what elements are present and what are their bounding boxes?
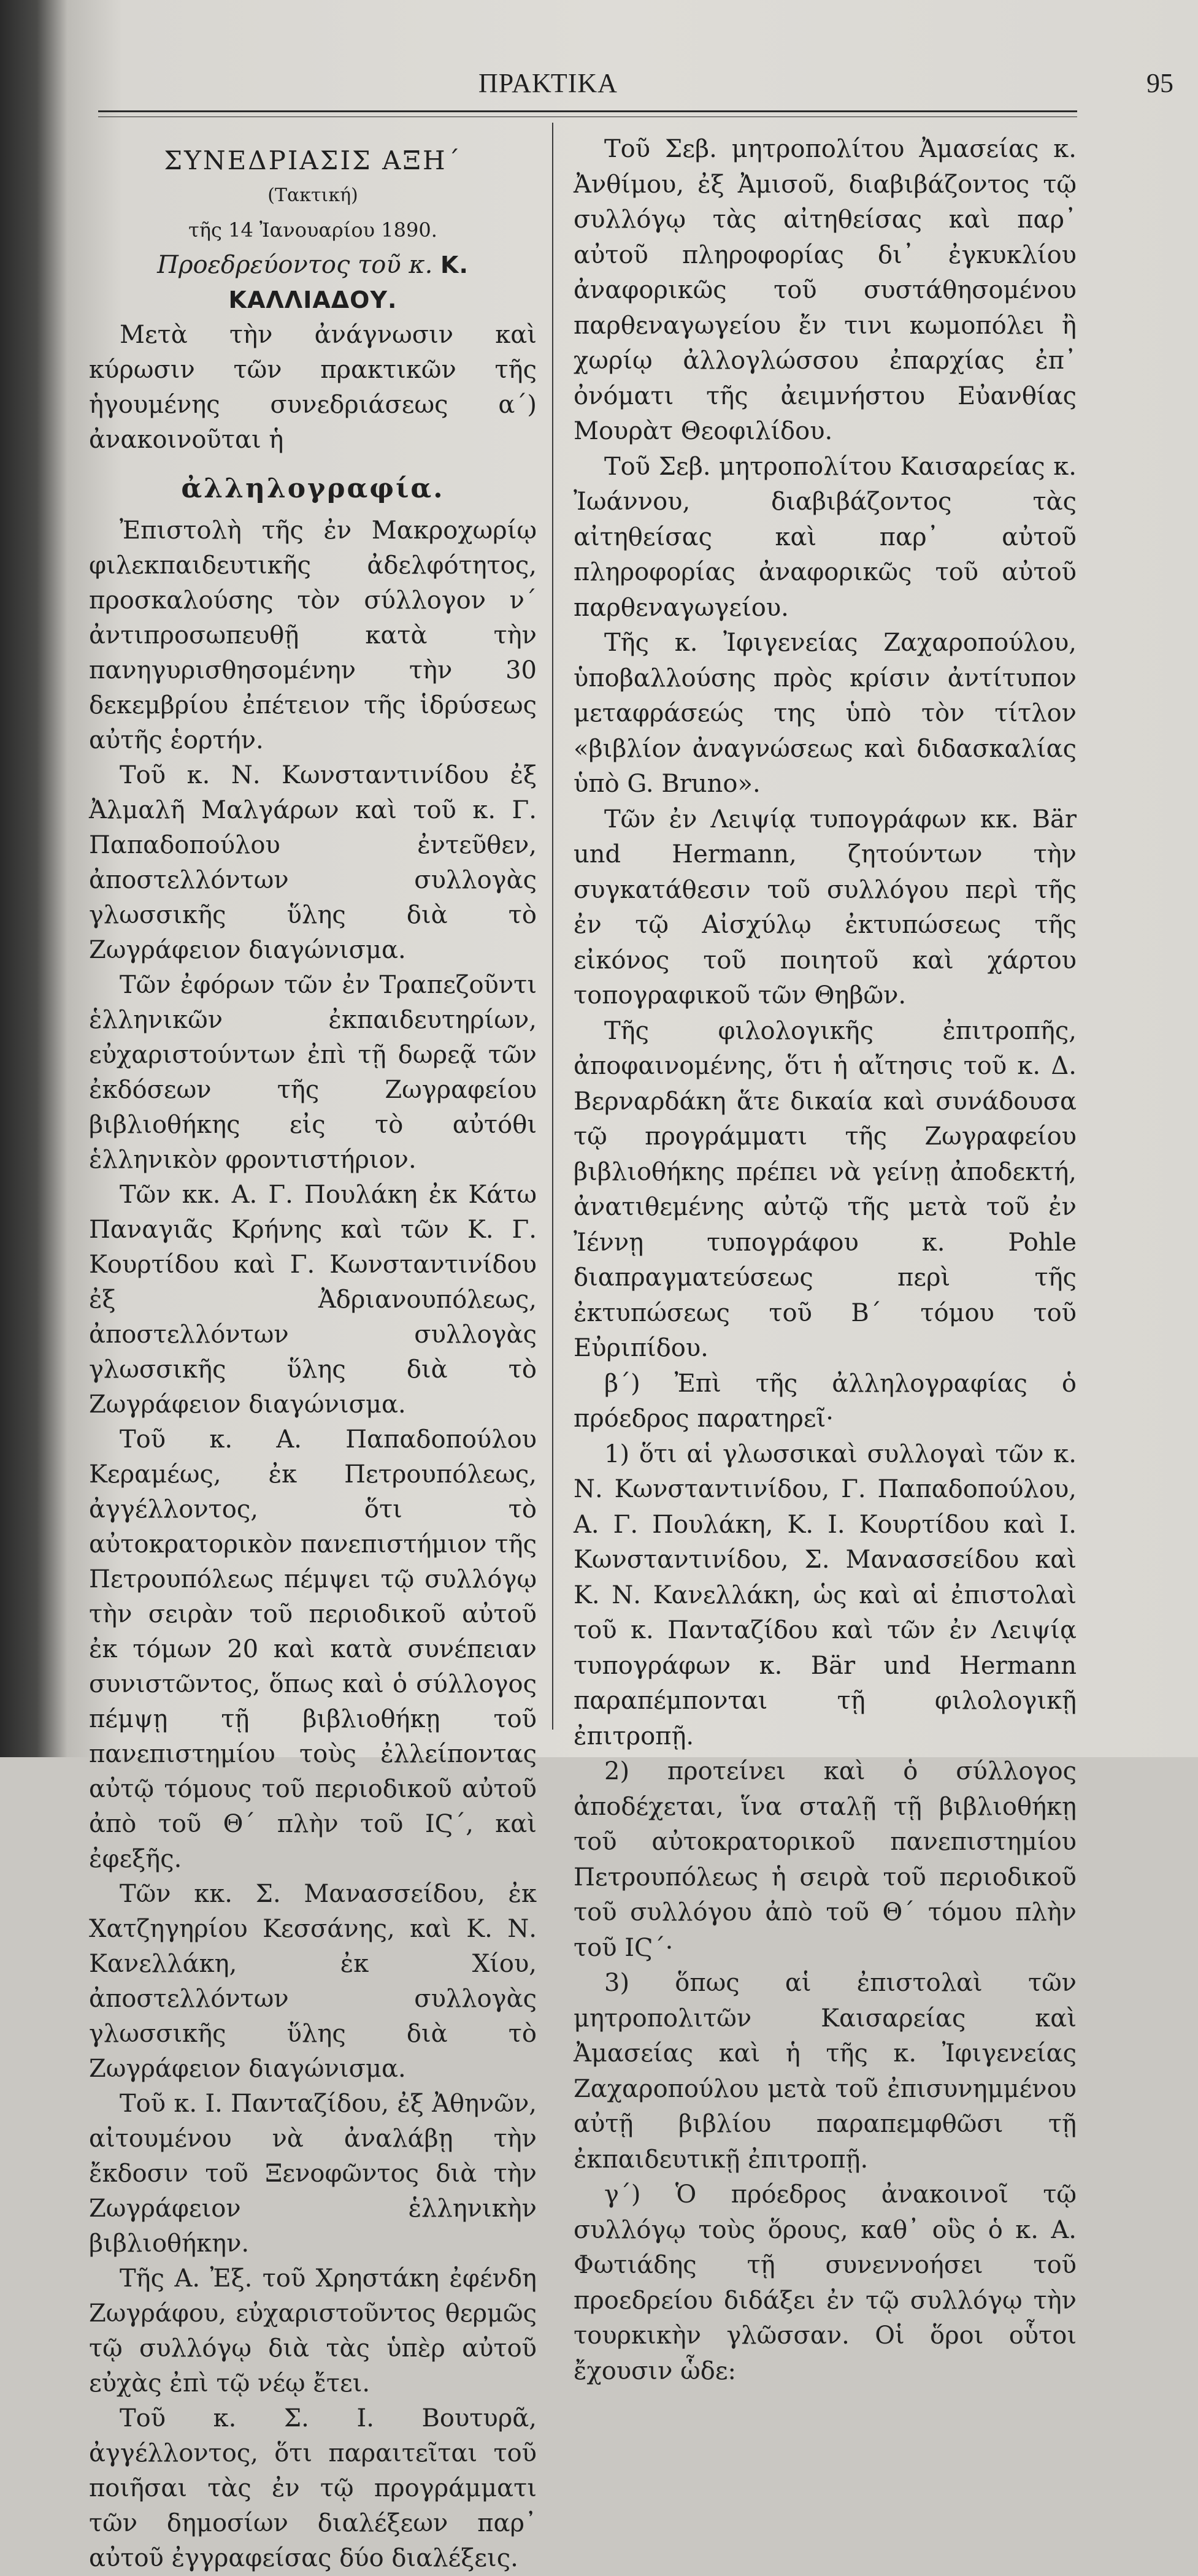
left-paragraph: Τοῦ κ. Α. Παπαδοπούλου Κεραμέως, ἐκ Πετρουπόλεως, ἀγγέλλοντος, ὅτι τὸ αὐτοκρατορικὸν πανεπιστήμιον τῆς Πετρουπόλεως πέμψει τῷ συλλόγῳ τὴν σειρὰν τοῦ περιοδικοῦ αὐτοῦ ἐκ τόμων 20 καὶ κατὰ συνέπειαν συνιστῶντος, ὅπως καὶ ὁ σύλλογος πέμψῃ τῇ βιβλιοθήκῃ τοῦ πανεπιστημίου τοὺς ἐλλείποντας αὐτῷ τόμους τοῦ περιοδικοῦ αὐτοῦ ἀπὸ τοῦ Θ΄ πλὴν τοῦ ΙϚ΄, καὶ ἐφεξῆς. bbox=[89, 1425, 537, 1873]
session-date: τῆς 14 Ἰανουαρίου 1890. bbox=[188, 218, 437, 242]
right-paragraph: Τοῦ Σεβ. μητροπολίτου Ἀμασείας κ. Ἀνθίμου, ἐξ Ἀμισοῦ, διαβιβάζοντος τῷ συλλόγῳ τὰς αἰτηθείσας καὶ παρ᾽ αὐτοῦ πληροφορίας δι᾽ ἐγκυκλίου ἀναφορικῶς τοῦ συστάθησομένου παρθεναγωγείου ἔν τινι κωμοπόλει ἢ χωρίῳ ἀλλογλώσσου ἐπαρχίας ἐπ᾽ ὀνόματι τῆς ἀειμνήστου Εὐανθίας Μουρὰτ Θεοφιλίδου. bbox=[574, 135, 1077, 445]
page-header bbox=[86, 67, 1173, 104]
intro-paragraph: Μετὰ τὴν ἀνάγνωσιν καὶ κύρωσιν τῶν πρακτικῶν τῆς ἡγουμένης συνεδριάσεως α΄) ἀνακοινοῦται ἡ bbox=[89, 321, 537, 454]
right-paragraph: Τῶν ἐν Λειψίᾳ τυπογράφων κκ. Bär und Hermann, ζητούντων τὴν συγκατάθεσιν τοῦ συλλόγου περὶ τῆς ἐν τῷ Αἰσχύλῳ ἐκτυπώσεως τῆς εἰκόνος τοῦ ποιητοῦ καὶ χάρτου τοπογραφικοῦ τῶν Θηβῶν. bbox=[574, 805, 1077, 1010]
left-paragraph: Τῶν ἐφόρων τῶν ἐν Τραπεζοῦντι ἑλληνικῶν ἐκπαιδευτηρίων, εὐχαριστούντων ἐπὶ τῇ δωρεᾷ τῶν ἐκδόσεων τῆς Ζωγραφείου βιβλιοθήκης εἰς τὸ αὐτόθι ἑλληνικὸν φροντιστήριον. bbox=[89, 971, 537, 1174]
right-paragraph: 1) ὅτι αἱ γλωσσικαὶ συλλογαὶ τῶν κ. Ν. Κωνσταντινίδου, Γ. Παπαδοπούλου, Α. Γ. Πουλάκη, Κ. Ι. Κουρτίδου καὶ Ι. Κωνσταντινίδου, Σ. Μανασσείδου καὶ Κ. Ν. Κανελλάκη, ὡς καὶ αἱ ἐπιστολαὶ τοῦ κ. Πανταζίδου καὶ τῶν ἐν Λειψίᾳ τυπογράφων κ. Bär und Hermann παραπέμπονται τῇ φιλολογικῇ ἐπιτροπῇ. bbox=[574, 1439, 1077, 1750]
session-type: (Τακτική) bbox=[267, 185, 358, 206]
left-paragraph: Τοῦ κ. Σ. Ι. Βουτυρᾶ, ἀγγέλλοντος, ὅτι παραιτεῖται τοῦ ποιῆσαι τὰς ἐν τῷ προγράμματι τῶν δημοσίων διαλέξεων παρ᾽ αὐτοῦ ἐγγραφείσας δύο διαλέξεις. bbox=[89, 2404, 537, 2572]
section-heading: ἀλληλογραφία. bbox=[181, 473, 445, 504]
left-paragraph: Τῆς Α. Ἐξ. τοῦ Χρηστάκη ἐφένδη Ζωγράφου, εὐχαριστοῦντος θερμῶς τῷ συλλόγῳ διὰ τὰς ὑπὲρ αὐτοῦ εὐχὰς ἐπὶ τῷ νέῳ ἔτει. bbox=[89, 2264, 537, 2398]
column-divider bbox=[552, 123, 553, 1730]
session-title: ΣΥΝΕΔΡΙΑΣΙΣ ΑΞΗ΄ bbox=[164, 145, 462, 175]
right-paragraph: Τοῦ Σεβ. μητροπολίτου Καισαρείας κ. Ἰωάννου, διαβιβάζοντος τὰς αἰτηθείσας καὶ παρ᾽ αὐτοῦ πληροφορίας ἀναφορικῶς τοῦ αὐτοῦ παρθεναγωγείου. bbox=[574, 452, 1077, 622]
chair-line bbox=[89, 248, 537, 318]
left-paragraph: Ἐπιστολὴ τῆς ἐν Μακροχωρίῳ φιλεκπαιδευτικῆς ἀδελφότητος, προσκαλούσης τὸν σύλλογον ν΄ ἀντιπροσωπευθῇ κατὰ τὴν πανηγυρισθησομένην τὴν 30 δεκεμβρίου ἐπέτειον τῆς ἱδρύσεως αὐτῆς ἑορτήν. bbox=[89, 516, 537, 754]
right-paragraph: Τῆς κ. Ἰφιγενείας Ζαχαροπούλου, ὑποβαλλούσης πρὸς κρίσιν ἀντίτυπον μεταφράσεώς της ὑπὸ τὸν τίτλον «βιβλίον ἀναγνώσεως καὶ διδασκαλίας ὑπὸ G. Bruno». bbox=[574, 629, 1077, 798]
page-number: 95 bbox=[1146, 68, 1173, 98]
left-paragraph: Τοῦ κ. Ν. Κωνσταντινίδου ἐξ Ἀλμαλῆ Μαλγάρων καὶ τοῦ κ. Γ. Παπαδοπούλου ἐντεῦθεν, ἀποστελλόντων συλλογὰς γλωσσικῆς ὕλης διὰ τὸ Ζωγράφειον διαγώνισμα. bbox=[89, 761, 537, 964]
chair-prefix: Προεδρεύοντος τοῦ κ. bbox=[157, 251, 441, 279]
chair-name: Κ. ΚΑΛΛΙΑΔΟΥ. bbox=[228, 251, 469, 313]
left-column bbox=[89, 132, 537, 2576]
right-paragraph: 3) ὅπως αἱ ἐπιστολαὶ τῶν μητροπολιτῶν Καισαρείας καὶ Ἀμασείας καὶ ἡ τῆς κ. Ἰφιγενείας Ζαχαροπούλου μετὰ τοῦ ἐπισυνημμένου αὐτῇ βιβλίου παραπεμφθῶσι τῇ ἐκπαιδευτικῇ ἐπιτροπῇ. bbox=[574, 1969, 1077, 2174]
left-paragraph: Τῶν κκ. Α. Γ. Πουλάκη ἐκ Κάτω Παναγιᾶς Κρήνης καὶ τῶν Κ. Γ. Κουρτίδου καὶ Γ. Κωνσταντινίδου ἐξ Ἀδριανουπόλεως, ἀποστελλόντων συλλογὰς γλωσσικῆς ὕλης διὰ τὸ Ζωγράφειον διαγώνισμα. bbox=[89, 1181, 537, 1419]
left-paragraph: Τῶν κκ. Σ. Μανασσείδου, ἐκ Χατζηγηρίου Κεσσάνης, καὶ Κ. Ν. Κανελλάκη, ἐκ Χίου, ἀποστελλόντων συλλογὰς γλωσσικῆς ὕλης διὰ τὸ Ζωγράφειον διαγώνισμα. bbox=[89, 1880, 537, 2083]
right-paragraph: γ΄) Ὁ πρόεδρος ἀνακοινοῖ τῷ συλλόγῳ τοὺς ὅρους, καθ᾽ οὓς ὁ κ. Α. Φωτιάδης τῇ συνεννοήσει τοῦ προεδρείου διδάξει ἐν τῷ συλλόγῳ τὴν τουρκικὴν γλῶσσαν. Οἱ ὅροι οὗτοι ἔχουσιν ὧδε: bbox=[574, 2180, 1077, 2385]
left-paragraph: Τοῦ κ. Ι. Πανταζίδου, ἐξ Ἀθηνῶν, αἰτουμένου νὰ ἀναλάβῃ τὴν ἔκδοσιν τοῦ Ξενοφῶντος διὰ τὴν Ζωγράφειον ἑλληνικὴν βιβλιοθήκην. bbox=[89, 2090, 537, 2258]
running-title: ΠΡΑΚΤΙΚΑ bbox=[478, 68, 618, 98]
right-paragraph: β΄) Ἐπὶ τῆς ἀλληλογραφίας ὁ πρόεδρος παρατηρεῖ· bbox=[574, 1369, 1077, 1433]
right-column bbox=[574, 132, 1077, 2389]
right-paragraph: Τῆς φιλολογικῆς ἐπιτροπῆς, ἀποφαινομένης, ὅτι ἡ αἴτησις τοῦ κ. Δ. Βερναρδάκη ἅτε δικαία καὶ συνάδουσα τῷ προγράμματι τῆς Ζωγραφείου βιβλιοθήκης πρέπει νὰ γείνῃ ἀποδεκτή, ἀνατιθεμένης αὐτῷ τῆς μετὰ τοῦ ἐν Ἰέννῃ τυπογράφου κ. Pohle διαπραγματεύσεως περὶ τῆς ἐκτυπώσεως τοῦ Β΄ τόμου τοῦ Εὐριπίδου. bbox=[574, 1016, 1077, 1362]
right-paragraph: 2) προτείνει καὶ ὁ σύλλογος ἀποδέχεται, ἵνα σταλῇ τῇ βιβλιοθήκῃ τοῦ αὐτοκρατορικοῦ πανεπιστημίου Πετρουπόλεως ἡ σειρὰ τοῦ περιοδικοῦ τοῦ συλλόγου ἀπὸ τοῦ Θ΄ τόμου πλὴν τοῦ ΙϚ΄· bbox=[574, 1757, 1077, 1962]
header-rule bbox=[98, 110, 1077, 112]
